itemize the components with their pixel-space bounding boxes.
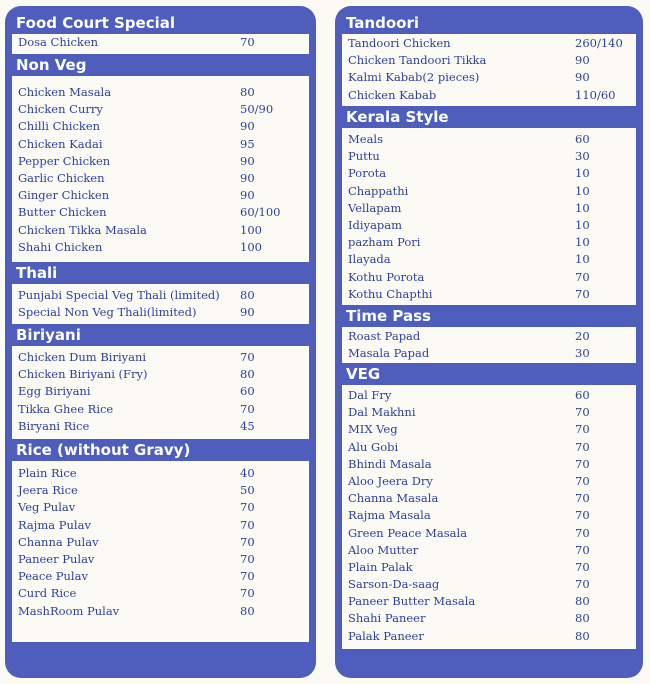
menu-item: [12, 366, 309, 383]
menu-item: [342, 165, 636, 182]
menu-item: [342, 490, 636, 507]
menu-item: [342, 345, 636, 362]
item-price: 70: [575, 269, 590, 284]
menu-item: [342, 576, 636, 593]
item-name: Sarson-Da-saag: [348, 577, 440, 592]
left-menu-column: [5, 6, 316, 678]
item-name: Alu Gobi: [348, 439, 399, 454]
item-price: 90: [240, 153, 255, 168]
item-price: 70: [575, 473, 590, 488]
menu-item: [342, 87, 636, 104]
item-price: 20: [575, 329, 590, 343]
item-name: Tandoori Chicken: [348, 36, 451, 50]
menu-item: [12, 34, 309, 51]
item-price: 90: [240, 119, 255, 134]
item-price: 10: [575, 217, 590, 232]
menu-section: [12, 12, 309, 54]
right-menu-column: [335, 6, 643, 678]
menu-section: [342, 12, 636, 106]
section-title: Thali: [16, 264, 58, 282]
item-name: Butter Chicken: [18, 205, 107, 220]
item-price: 100: [240, 222, 262, 237]
section-items: [12, 461, 309, 642]
menu-item: [342, 559, 636, 576]
item-price: 80: [240, 288, 255, 302]
section-items: [12, 34, 309, 54]
item-name: Plain Palak: [348, 559, 413, 574]
item-name: Chicken Tandoori Tikka: [348, 53, 487, 68]
item-name: Chicken Kadai: [18, 136, 103, 151]
menu-item: [12, 482, 309, 499]
item-price: 90: [575, 70, 590, 85]
menu-item: [12, 136, 309, 153]
item-name: Bhindi Masala: [348, 456, 432, 471]
item-name: Dosa Chicken: [18, 35, 99, 49]
item-name: Paneer Pulav: [18, 551, 95, 566]
item-price: 60/100: [240, 205, 281, 220]
item-name: Chicken Curry: [18, 102, 103, 117]
item-name: Vellapam: [348, 200, 402, 215]
item-name: Shahi Paneer: [348, 611, 426, 626]
menu-item: [342, 52, 636, 69]
item-price: 10: [575, 235, 590, 250]
menu-item: [342, 507, 636, 524]
menu-item: [342, 148, 636, 165]
menu-item: [342, 610, 636, 627]
item-price: 70: [575, 422, 590, 437]
item-price: 80: [575, 628, 590, 643]
menu-item: [342, 387, 636, 404]
menu-item: [12, 568, 309, 585]
menu-item: [342, 69, 636, 86]
menu-item: [342, 200, 636, 217]
item-price: 40: [240, 466, 255, 480]
menu-item: [342, 286, 636, 303]
item-name: Chicken Kabab: [348, 87, 437, 102]
item-price: 80: [240, 603, 255, 618]
menu-item: [342, 404, 636, 421]
item-name: Biryani Rice: [18, 418, 90, 433]
menu-item: [342, 593, 636, 610]
menu-item: [342, 251, 636, 268]
menu-item: [342, 542, 636, 559]
item-name: Jeera Rice: [18, 483, 78, 498]
item-price: 70: [575, 542, 590, 557]
menu-item: [12, 222, 309, 239]
item-price: 70: [240, 569, 255, 584]
item-name: Roast Papad: [348, 329, 421, 343]
menu-item: [342, 269, 636, 286]
item-price: 30: [575, 149, 590, 164]
menu-item: [12, 101, 309, 118]
section-items: [342, 34, 636, 106]
menu-item: [12, 401, 309, 418]
item-price: 60: [240, 384, 255, 399]
item-name: Channa Pulav: [18, 534, 99, 549]
item-name: Pepper Chicken: [18, 153, 111, 168]
item-price: 10: [575, 166, 590, 181]
menu-item: [342, 525, 636, 542]
item-name: Peace Pulav: [18, 569, 88, 584]
menu-item: [342, 456, 636, 473]
item-price: 70: [575, 577, 590, 592]
item-name: Kothu Chapthi: [348, 286, 433, 301]
section-items: [342, 128, 636, 305]
item-name: Meals: [348, 132, 384, 146]
item-name: Garlic Chicken: [18, 170, 105, 185]
menu-item: [342, 234, 636, 251]
menu-section: [342, 305, 636, 363]
item-price: 110/60: [575, 87, 616, 102]
menu-item: [12, 118, 309, 135]
item-price: 10: [575, 200, 590, 215]
menu-item: [12, 153, 309, 170]
menu-item: [12, 465, 309, 482]
menu-item: [342, 328, 636, 345]
item-name: Rajma Masala: [348, 508, 431, 523]
item-name: Punjabi Special Veg Thali (limited): [18, 288, 220, 302]
item-name: Chilli Chicken: [18, 119, 101, 134]
item-price: 70: [240, 35, 255, 49]
item-name: Dal Fry: [348, 388, 392, 402]
item-price: 70: [240, 517, 255, 532]
menu-section: [12, 439, 309, 642]
item-price: 70: [240, 500, 255, 515]
item-name: Kothu Porota: [348, 269, 425, 284]
item-name: Green Peace Masala: [348, 525, 468, 540]
item-price: 70: [575, 286, 590, 301]
item-price: 70: [575, 508, 590, 523]
menu-item: [12, 499, 309, 516]
menu-item: [12, 187, 309, 204]
item-name: Palak Paneer: [348, 628, 424, 643]
section-items: [342, 327, 636, 363]
item-price: 260/140: [575, 36, 623, 50]
item-price: 60: [575, 388, 590, 402]
menu-item: [12, 204, 309, 221]
menu-section: [12, 262, 309, 324]
item-name: Kalmi Kabab(2 pieces): [348, 70, 480, 85]
menu-item: [12, 239, 309, 256]
item-price: 90: [240, 170, 255, 185]
section-title: Food Court Special: [16, 14, 176, 32]
item-name: Idiyapam: [348, 217, 403, 232]
item-name: Dal Makhni: [348, 405, 416, 420]
section-title: VEG: [346, 365, 381, 383]
menu-item: [342, 473, 636, 490]
menu-item: [12, 304, 309, 321]
item-price: 70: [240, 534, 255, 549]
menu-item: [12, 170, 309, 187]
item-price: 80: [575, 611, 590, 626]
item-name: Channa Masala: [348, 491, 439, 506]
menu-item: [342, 628, 636, 645]
item-name: Ilayada: [348, 252, 391, 267]
menu-item: [12, 585, 309, 602]
section-title: Time Pass: [346, 307, 431, 325]
menu-item: [342, 183, 636, 200]
menu-item: [12, 383, 309, 400]
item-price: 70: [240, 586, 255, 601]
item-price: 70: [575, 525, 590, 540]
menu-section: [342, 363, 636, 649]
section-items: [12, 346, 309, 439]
menu-item: [12, 534, 309, 551]
menu-item: [12, 517, 309, 534]
item-price: 80: [240, 85, 255, 99]
menu-item: [12, 84, 309, 101]
item-name: MIX Veg: [348, 422, 398, 437]
item-name: Plain Rice: [18, 466, 77, 480]
item-price: 70: [575, 456, 590, 471]
section-items: [12, 284, 309, 324]
item-name: Egg Biriyani: [18, 384, 91, 399]
item-price: 50/90: [240, 102, 274, 117]
item-price: 90: [240, 188, 255, 203]
item-name: Chappathi: [348, 183, 409, 198]
item-price: 70: [575, 559, 590, 574]
item-price: 100: [240, 239, 262, 254]
item-price: 95: [240, 136, 255, 151]
item-name: Aloo Mutter: [348, 542, 419, 557]
item-price: 70: [240, 350, 255, 364]
item-name: pazham Pori: [348, 235, 421, 250]
item-price: 70: [240, 401, 255, 416]
item-name: Tikka Ghee Rice: [18, 401, 114, 416]
menu-item: [12, 349, 309, 366]
item-name: Ginger Chicken: [18, 188, 110, 203]
item-price: 30: [575, 346, 590, 361]
section-title: Rice (without Gravy): [16, 441, 191, 459]
section-title: Tandoori: [346, 14, 419, 32]
item-price: 70: [240, 551, 255, 566]
item-name: Chicken Biriyani (Fry): [18, 367, 148, 382]
item-name: Shahi Chicken: [18, 239, 103, 254]
item-name: Chicken Tikka Masala: [18, 222, 147, 237]
item-name: MashRoom Pulav: [18, 603, 120, 618]
item-name: Veg Pulav: [18, 500, 76, 515]
item-price: 70: [575, 439, 590, 454]
menu-section: [12, 324, 309, 439]
item-name: Masala Papad: [348, 346, 430, 361]
menu-item: [342, 217, 636, 234]
item-name: Chicken Masala: [18, 85, 112, 99]
item-price: 50: [240, 483, 255, 498]
item-price: 10: [575, 252, 590, 267]
item-name: Paneer Butter Masala: [348, 594, 476, 609]
item-name: Puttu: [348, 149, 380, 164]
item-price: 80: [240, 367, 255, 382]
item-price: 10: [575, 183, 590, 198]
item-name: Special Non Veg Thali(limited): [18, 305, 197, 320]
section-items: [12, 76, 309, 262]
item-name: Aloo Jeera Dry: [348, 473, 433, 488]
menu-section: [12, 54, 309, 262]
menu-item: [342, 35, 636, 52]
section-title: Non Veg: [16, 56, 87, 74]
menu-item: [342, 421, 636, 438]
item-name: Curd Rice: [18, 586, 77, 601]
item-price: 90: [240, 305, 255, 320]
menu-item: [12, 287, 309, 304]
section-items: [342, 385, 636, 649]
item-price: 60: [575, 132, 590, 146]
item-name: Porota: [348, 166, 387, 181]
item-price: 45: [240, 418, 255, 433]
item-price: 80: [575, 594, 590, 609]
menu-item: [12, 551, 309, 568]
section-title: Kerala Style: [346, 108, 449, 126]
menu-item: [342, 439, 636, 456]
item-price: 70: [575, 491, 590, 506]
item-price: 70: [575, 405, 590, 420]
menu-item: [12, 603, 309, 620]
menu-item: [12, 418, 309, 435]
item-name: Chicken Dum Biriyani: [18, 350, 147, 364]
section-title: Biriyani: [16, 326, 81, 344]
item-name: Rajma Pulav: [18, 517, 91, 532]
menu-section: [342, 106, 636, 305]
menu-item: [342, 131, 636, 148]
item-price: 90: [575, 53, 590, 68]
